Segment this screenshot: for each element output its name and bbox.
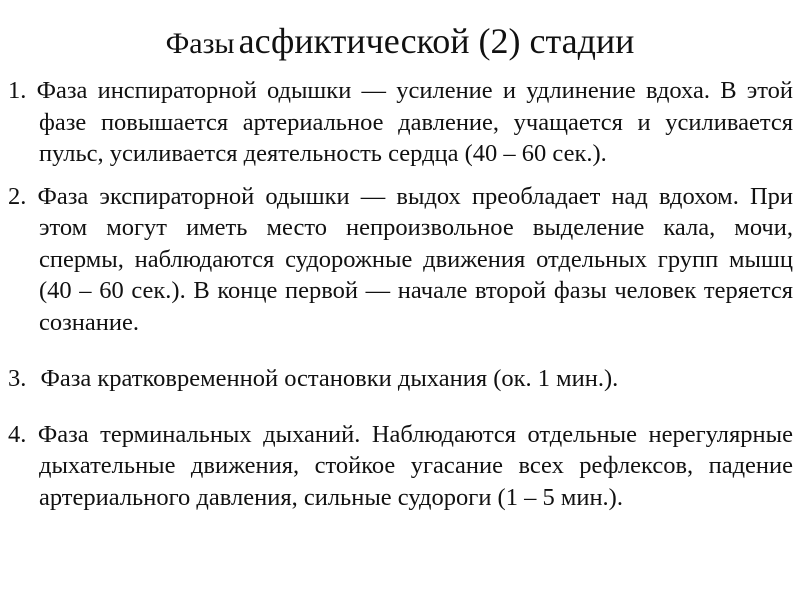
- list-item: [8, 75, 793, 170]
- list-item-number: 3.: [8, 364, 27, 392]
- list-item: [8, 419, 793, 514]
- list-item: [8, 181, 793, 339]
- list-item-number: 4.: [8, 420, 27, 448]
- list-item-number: 2.: [8, 182, 27, 210]
- list-item: [8, 363, 793, 395]
- list-item-text: Фаза кратковременной остановки дыхания (ок. 1 мин.).: [40, 364, 619, 392]
- list-item-number: 1.: [8, 77, 27, 104]
- list-item-text: Фаза экспираторной одышки — выдох преобладает над вдохом. При этом могут иметь место непроизвольное выделение кала, мочи, спермы, наблюдаются судорожные движения отдельных групп мышц (40 – 60 сек.). В конце первой — начале второй фазы человек теряется сознание.: [37, 182, 793, 336]
- list-item-text: Фаза инспираторной одышки — усиление и удлинение вдоха. В этой фазе повышается артериальное давление, учащается и усиливается пульс, усиливается деятельность сердца (40 – 60 сек.).: [36, 77, 794, 167]
- phase-list: [8, 75, 793, 538]
- list-item-text: Фаза терминальных дыханий. Наблюдаются отдельные нерегулярные дыхательные движения, стойкое угасание всех рефлексов, падение артериального давления, сильные судороги (1 – 5 мин.).: [37, 420, 793, 511]
- slide-title-main: асфиктической (2) стадии: [238, 21, 635, 61]
- slide-title-prefix: Фазы: [165, 27, 235, 60]
- slide-title: [0, 14, 800, 76]
